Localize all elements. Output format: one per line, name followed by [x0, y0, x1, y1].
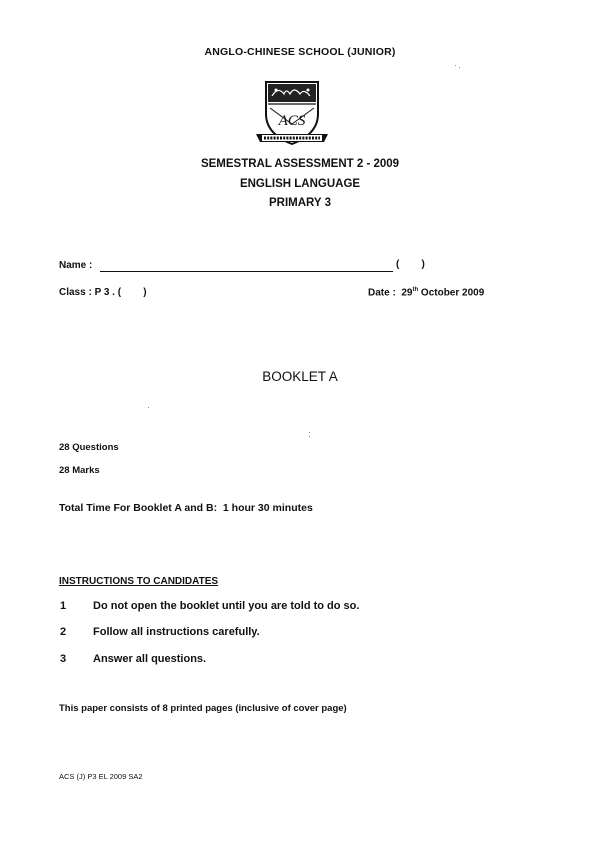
class-label: Class : P 3 . ( ) [59, 287, 147, 298]
instruction-text: Do not open the booklet until you are told to do so. [93, 600, 360, 612]
instruction-number: 2 [60, 626, 67, 638]
instructions-heading: INSTRUCTIONS TO CANDIDATES [59, 576, 219, 587]
instruction-text: Answer all questions. [93, 653, 207, 665]
date-suffix: October 2009 [418, 287, 485, 299]
booklet-title: BOOKLET A [262, 369, 338, 384]
paper-code-footer: ACS (J) P3 EL 2009 SA2 [59, 772, 143, 781]
scan-speck [148, 407, 149, 408]
instruction-number: 1 [60, 600, 67, 612]
total-time: Total Time For Booklet A and B: 1 hour 30 minutes [59, 502, 313, 514]
date-prefix: Date : 29 [368, 287, 413, 299]
svg-text:ACS: ACS [278, 113, 306, 129]
scan-speck [459, 67, 460, 68]
instruction-text: Follow all instructions carefully. [93, 626, 260, 638]
date-superscript: th [412, 287, 419, 293]
scan-speck [309, 436, 310, 437]
instruction-number: 3 [60, 653, 67, 665]
register-number-field: ( ) [396, 259, 425, 270]
scan-speck [309, 432, 310, 433]
date-label [368, 287, 484, 298]
scan-speck [455, 65, 456, 66]
school-name: ANGLO-CHINESE SCHOOL (JUNIOR) [204, 46, 396, 58]
school-crest-icon [252, 76, 332, 152]
questions-count: 28 Questions [59, 442, 119, 453]
name-field-line[interactable] [100, 271, 393, 272]
marks-count: 28 Marks [59, 465, 100, 476]
subject-title: ENGLISH LANGUAGE [239, 178, 361, 190]
assessment-title: SEMESTRAL ASSESSMENT 2 - 2009 [200, 158, 400, 170]
page-count-note: This paper consists of 8 printed pages (inclusive of cover page) [59, 703, 347, 714]
level-title: PRIMARY 3 [269, 197, 331, 209]
name-label: Name : [59, 260, 93, 271]
